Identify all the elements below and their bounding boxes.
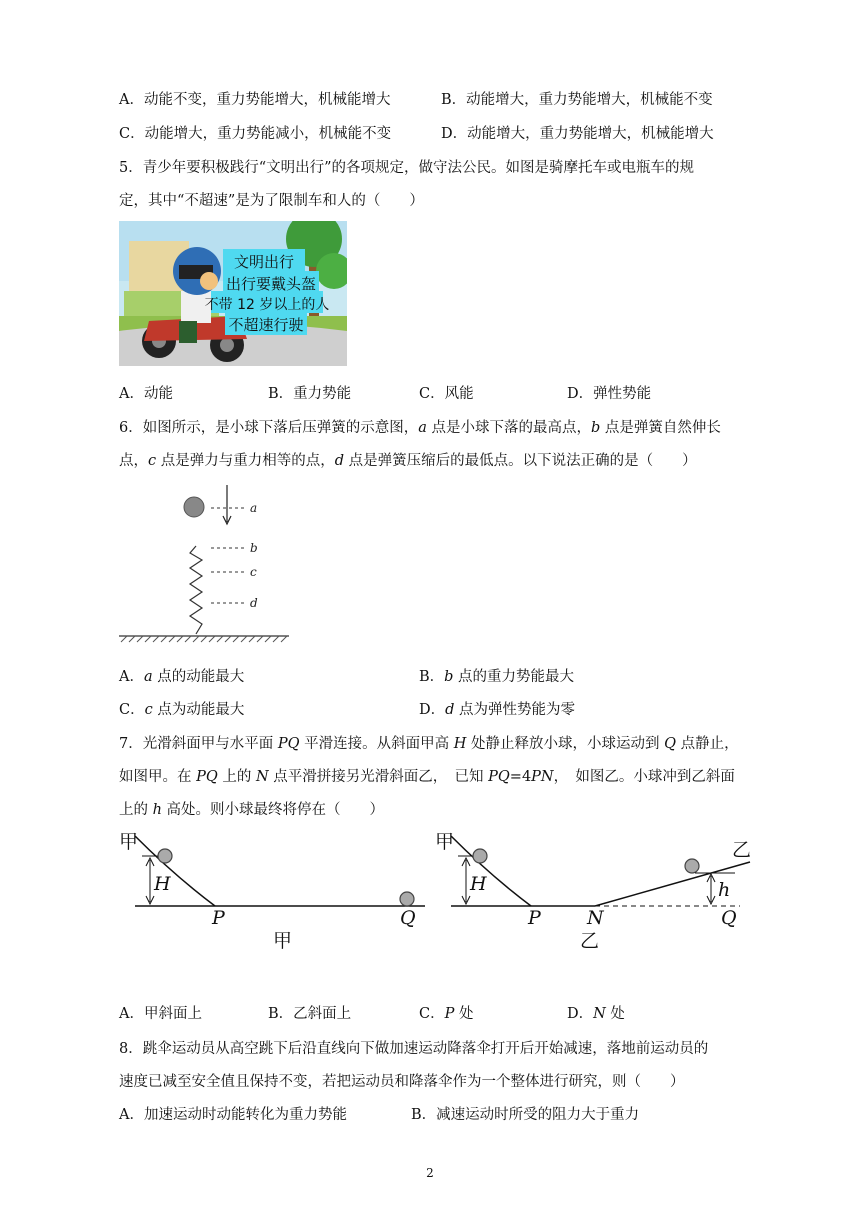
q6-option-c: C．c 点为动能最大 bbox=[119, 702, 245, 718]
ball-icon bbox=[473, 849, 487, 863]
q7-stem-line2: 如图甲。在 PQ 上的 N 点平滑拼接另光滑斜面乙， 已知 PQ=4PN， 如图乙。小球冲到乙斜面 bbox=[119, 769, 735, 785]
spring-icon bbox=[190, 546, 202, 634]
q6-option-b: B．b 点的重力势能最大 bbox=[419, 669, 575, 685]
q8-option-a: A．加速运动时动能转化为重力势能 bbox=[119, 1107, 347, 1123]
label-b: b bbox=[250, 541, 258, 555]
q5-option-c: C．风能 bbox=[419, 386, 474, 402]
fig-label-Q1: Q bbox=[400, 907, 416, 929]
fig-caption-yi: 乙 bbox=[580, 930, 600, 952]
fig-label-H2: H bbox=[470, 873, 487, 895]
q5-stem-line2: 定，其中“不超速”是为了限制车和人的（ ） bbox=[119, 193, 424, 209]
q7-option-c: C．P 处 bbox=[419, 1006, 474, 1022]
fig-label-H1: H bbox=[154, 873, 171, 895]
q4-option-d: D．动能增大，重力势能增大，机械能增大 bbox=[441, 126, 714, 142]
fig-label-N: N bbox=[587, 907, 604, 929]
sign-line-2: 出行要戴头盔 bbox=[225, 275, 317, 293]
label-d: d bbox=[250, 596, 258, 610]
q6-option-a: A．a 点的动能最大 bbox=[119, 669, 245, 685]
ball-icon bbox=[184, 497, 204, 517]
fig-label-P1: P bbox=[212, 907, 225, 929]
fig-label-Q2: Q bbox=[721, 907, 737, 929]
q7-stem-line1: 7．光滑斜面甲与水平面 PQ 平滑连接。从斜面甲高 H 处静止释放小球，小球运动到 Q 点静止， bbox=[119, 736, 739, 752]
q5-stem-line1: 5．青少年要积极践行“文明出行”的各项规定，做守法公民。如图是骑摩托车或电瓶车的规 bbox=[119, 160, 695, 176]
q7-stem-line3: 上的 h 高处。则小球最终将停在（ ） bbox=[119, 802, 385, 818]
q7-slope-diagram bbox=[115, 826, 765, 956]
sign-line-4: 不超速行驶 bbox=[228, 316, 304, 334]
q5-option-b: B．重力势能 bbox=[268, 386, 352, 402]
q5-motorcycle-image bbox=[119, 221, 347, 366]
q6-spring-diagram bbox=[119, 482, 299, 652]
q4-option-c: C．动能增大，重力势能减小，机械能不变 bbox=[119, 126, 392, 142]
fig-label-yi: 乙 bbox=[732, 839, 752, 861]
fig-label-P2: P bbox=[528, 907, 541, 929]
q5-option-a: A．动能 bbox=[119, 386, 173, 402]
ball-icon bbox=[158, 849, 172, 863]
q8-stem-line1: 8．跳伞运动员从高空跳下后沿直线向下做加速运动降落伞打开后开始减速，落地前运动员的 bbox=[119, 1041, 709, 1057]
label-a: a bbox=[250, 501, 258, 515]
q4-option-a: A．动能不变，重力势能增大，机械能增大 bbox=[119, 92, 391, 108]
q5-option-d: D．弹性势能 bbox=[567, 386, 652, 402]
ball-icon bbox=[400, 892, 414, 906]
page-number: 2 bbox=[426, 1166, 434, 1180]
ball-icon bbox=[685, 859, 699, 873]
q4-option-b: B．动能增大，重力势能增大，机械能不变 bbox=[441, 92, 713, 108]
label-c: c bbox=[250, 565, 257, 579]
fig-label-jia: 甲 bbox=[119, 831, 139, 853]
q7-option-d: D．N 处 bbox=[567, 1006, 625, 1022]
q7-option-b: B．乙斜面上 bbox=[268, 1006, 352, 1022]
q8-stem-line2: 速度已减至安全值且保持不变，若把运动员和降落伞作为一个整体进行研究，则（ ） bbox=[119, 1074, 685, 1090]
q6-stem-line1: 6．如图所示，是小球下落后压弹簧的示意图，a 点是小球下落的最高点，b 点是弹簧自然伸长 bbox=[119, 420, 721, 436]
q7-option-a: A．甲斜面上 bbox=[119, 1006, 202, 1022]
sign-line-1: 文明出行 bbox=[233, 253, 295, 271]
fig-label-jia2: 甲 bbox=[435, 831, 455, 853]
q6-option-d: D．d 点为弹性势能为零 bbox=[419, 702, 576, 718]
fig-label-h: h bbox=[718, 879, 731, 901]
fig-caption-jia: 甲 bbox=[273, 930, 293, 952]
q6-stem-line2: 点，c 点是弹力与重力相等的点，d 点是弹簧压缩后的最低点。以下说法正确的是（ ） bbox=[119, 453, 697, 469]
q8-option-b: B．减速运动时所受的阻力大于重力 bbox=[411, 1107, 640, 1123]
sign-line-3: 不带 12 岁以上的人 bbox=[204, 297, 330, 313]
